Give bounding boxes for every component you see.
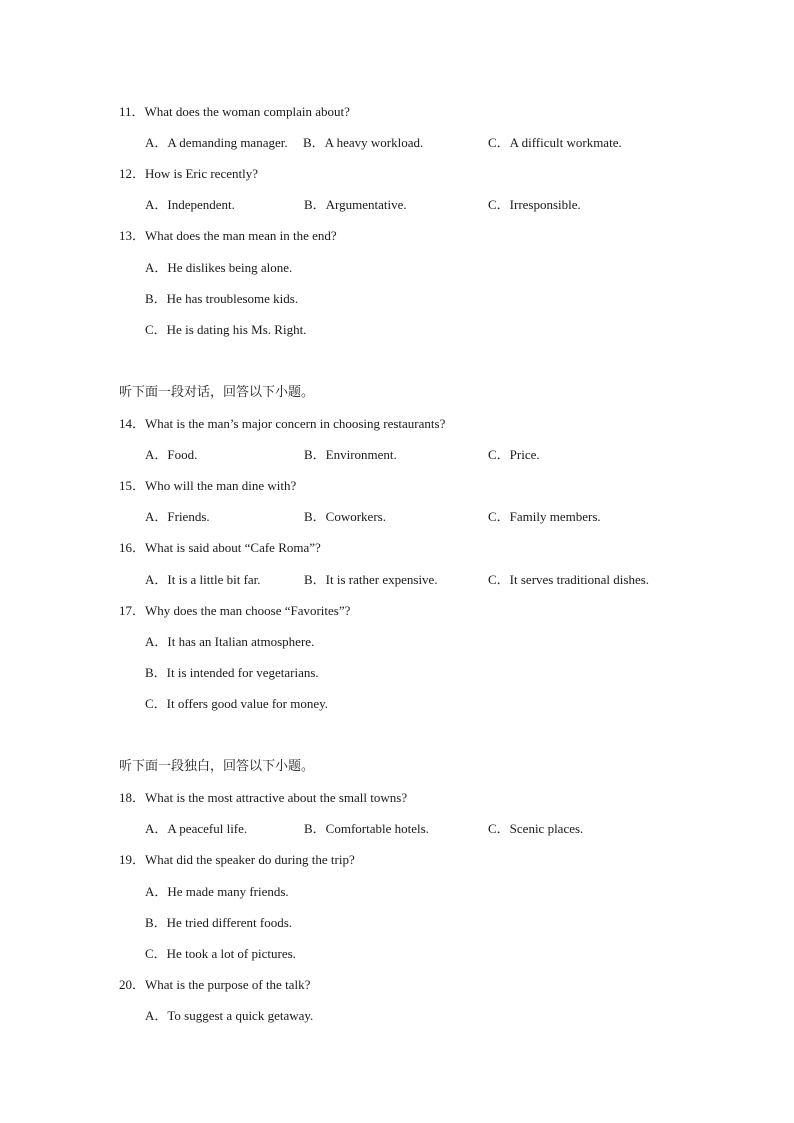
question-17-option-a: A．It has an Italian atmosphere. [145, 634, 315, 649]
question-17-option-c: C．It offers good value for money. [145, 696, 329, 711]
question-15-option-c: C．Family members. [488, 509, 601, 524]
question-13-option-a: A．He dislikes being alone. [145, 260, 293, 275]
question-19-option-a: A．He made many friends. [145, 884, 289, 899]
question-14-option-b: B．Environment. [304, 447, 397, 462]
question-15-option-b: B．Coworkers. [304, 509, 386, 524]
question-12-option-a: A．Independent. [145, 197, 235, 212]
question-20-option-a: A．To suggest a quick getaway. [145, 1008, 314, 1023]
question-14-stem: 14．What is the man’s major concern in choosing restaurants? [119, 416, 446, 431]
question-16-option-b: B．It is rather expensive. [304, 572, 438, 587]
question-14-option-a: A．Food. [145, 447, 198, 462]
section-heading-dialogue: 听下面一段对话，回答以下小题。 [119, 385, 315, 400]
question-14-option-c: C．Price. [488, 447, 540, 462]
question-15-option-a: A．Friends. [145, 509, 210, 524]
question-13-option-b: B．He has troublesome kids. [145, 291, 299, 306]
question-11-option-a: A．A demanding manager. [145, 135, 288, 150]
question-19-option-c: C．He took a lot of pictures. [145, 946, 296, 961]
question-16-option-c: C．It serves traditional dishes. [488, 572, 650, 587]
question-19-option-b: B．He tried different foods. [145, 915, 293, 930]
question-13-stem: 13．What does the man mean in the end? [119, 228, 337, 243]
question-12-option-b: B．Argumentative. [304, 197, 407, 212]
question-11-stem: 11．What does the woman complain about? [119, 104, 350, 119]
question-18-option-a: A．A peaceful life. [145, 821, 248, 836]
section-heading-monologue: 听下面一段独白，回答以下小题。 [119, 759, 315, 774]
question-17-option-b: B．It is intended for vegetarians. [145, 665, 319, 680]
question-16-option-a: A．It is a little bit far. [145, 572, 261, 587]
question-13-option-c: C．He is dating his Ms. Right. [145, 322, 307, 337]
question-12-option-c: C．Irresponsible. [488, 197, 581, 212]
question-18-option-c: C．Scenic places. [488, 821, 584, 836]
question-17-stem: 17．Why does the man choose “Favorites”? [119, 603, 351, 618]
question-18-stem: 18．What is the most attractive about the small towns? [119, 790, 408, 805]
question-11-option-b: B．A heavy workload. [303, 135, 424, 150]
question-20-stem: 20．What is the purpose of the talk? [119, 977, 311, 992]
question-11-option-c: C．A difficult workmate. [488, 135, 622, 150]
question-12-stem: 12．How is Eric recently? [119, 166, 258, 181]
question-19-stem: 19．What did the speaker do during the trip? [119, 852, 355, 867]
question-16-stem: 16．What is said about “Cafe Roma”? [119, 540, 321, 555]
question-18-option-b: B．Comfortable hotels. [304, 821, 429, 836]
question-15-stem: 15．Who will the man dine with? [119, 478, 297, 493]
